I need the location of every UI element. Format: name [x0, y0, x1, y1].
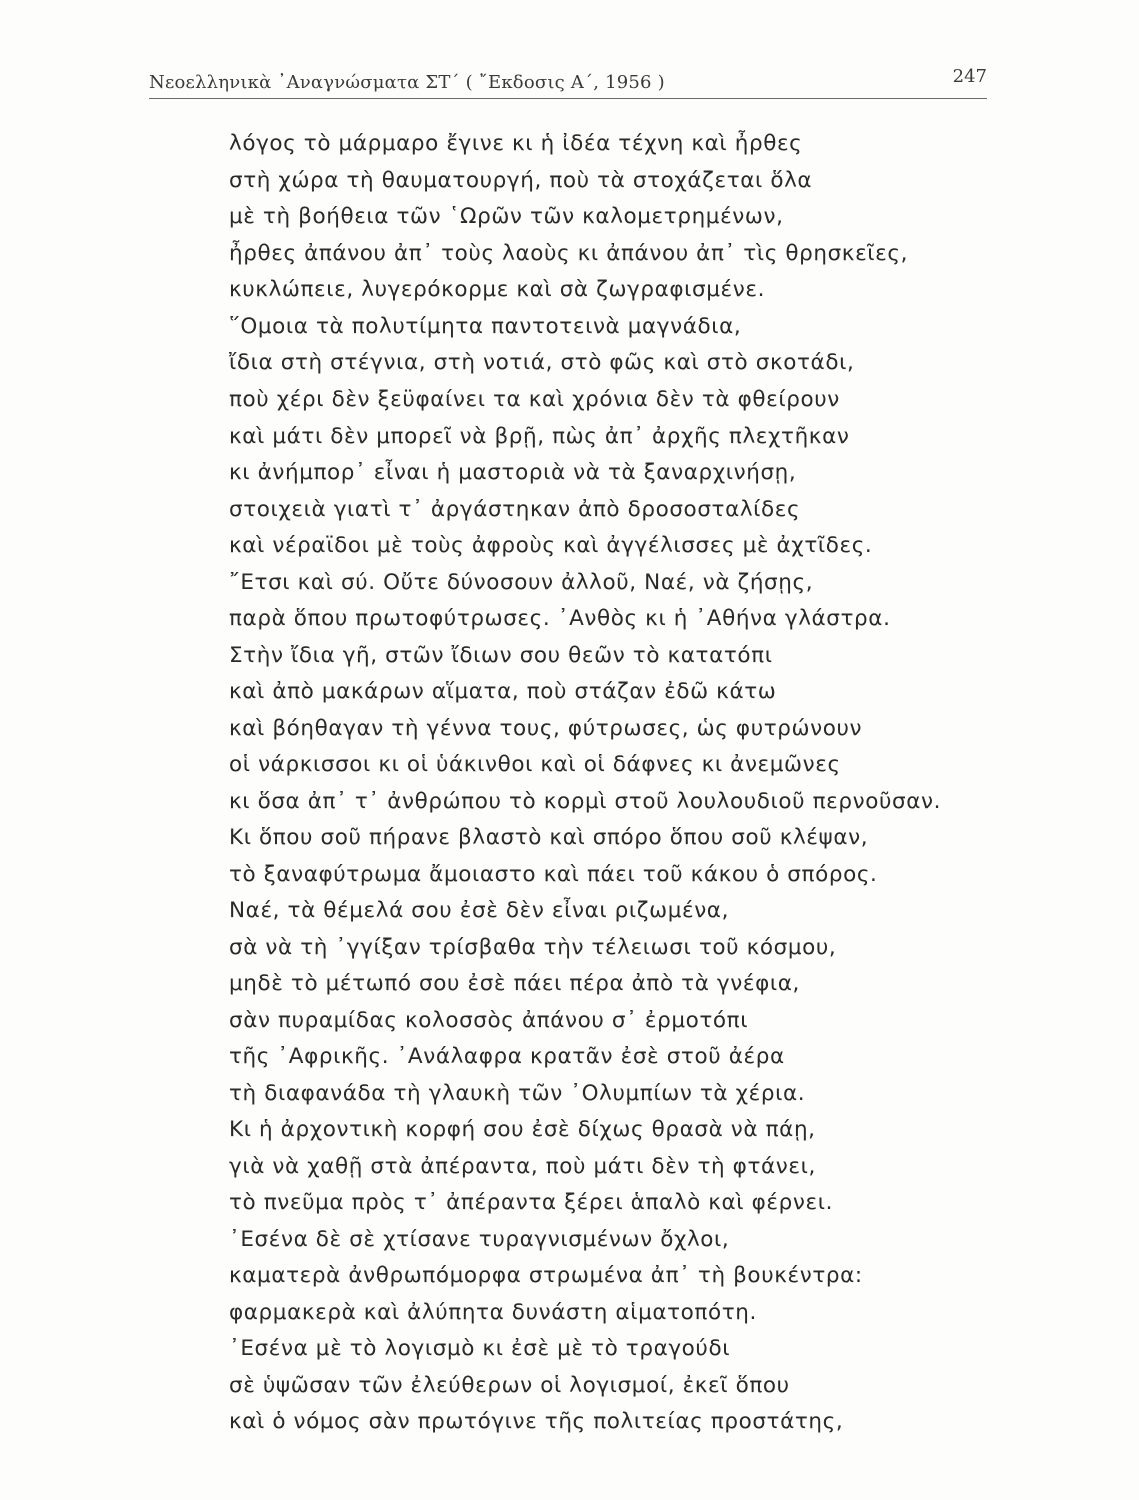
verse-line: Ναέ, τὰ θέμελά σου ἐσὲ δὲν εἶναι ριζωμένα, [229, 898, 730, 923]
verse-line: φαρμακερὰ καὶ ἀλύπητα δυνάστη αἱματοπότη. [229, 1300, 757, 1325]
verse-line: ᾿Εσένα δὲ σὲ χτίσανε τυραγνισμένων ὄχλοι, [229, 1227, 730, 1252]
verse-line: μηδὲ τὸ μέτωπό σου ἐσὲ πάει πέρα ἀπὸ τὰ γνέφια, [229, 971, 800, 996]
verse-line: Κι ὅπου σοῦ πήρανε βλαστὸ καὶ σπόρο ὅπου σοῦ κλέψαν, [229, 825, 869, 850]
verse-line: καὶ νέραϊδοι μὲ τοὺς ἀφροὺς καὶ ἀγγέλισσες μὲ ἀχτῖδες. [229, 533, 873, 558]
verse-line: καὶ ὁ νόμος σὰν πρωτόγινε τῆς πολιτείας προστάτης, [229, 1409, 844, 1434]
verse-line: ᾿Εσένα μὲ τὸ λογισμὸ κι ἐσὲ μὲ τὸ τραγούδι [229, 1336, 731, 1361]
verse-line: ἦρθες ἀπάνου ἀπ᾿ τοὺς λαοὺς κι ἀπάνου ἀπ᾿ τὶς θρησκεῖες, [229, 241, 909, 266]
verse-line: σὰν πυραμίδας κολοσσὸς ἀπάνου σ᾿ ἐρμοτόπι [229, 1008, 749, 1033]
verse-line: οἱ νάρκισσοι κι οἱ ὑάκινθοι καὶ οἱ δάφνες κι ἀνεμῶνες [229, 752, 841, 777]
verse-line: μὲ τὴ βοήθεια τῶν ῾Ωρῶν τῶν καλομετρημένων, [229, 204, 784, 229]
verse-line: στὴ χώρα τὴ θαυματουργή, ποὺ τὰ στοχάζεται ὅλα [229, 168, 813, 193]
verse-line: τὴ διαφανάδα τὴ γλαυκὴ τῶν ᾿Ολυμπίων τὰ χέρια. [229, 1081, 806, 1106]
verse-line: παρὰ ὅπου πρωτοφύτρωσες. ᾿Ανθὸς κι ἡ ᾿Αθήνα γλάστρα. [229, 606, 891, 631]
verse-line: σὰ νὰ τὴ ᾿γγίξαν τρίσβαθα τὴν τέλειωσι τοῦ κόσμου, [229, 935, 837, 960]
verse-line: σὲ ὑψῶσαν τῶν ἐλεύθερων οἱ λογισμοί, ἐκεῖ ὅπου [229, 1373, 790, 1398]
verse-line: ῎Ετσι καὶ σύ. Οὔτε δύνοσουν ἀλλοῦ, Ναέ, νὰ ζήσῃς, [229, 570, 814, 595]
verse-line: Στὴν ἴδια γῆ, στῶν ἴδιων σου θεῶν τὸ κατατόπι [229, 643, 773, 668]
verse-line: καὶ μάτι δὲν μπορεῖ νὰ βρῇ, πὼς ἀπ᾿ ἀρχῆς πλεχτῆκαν [229, 424, 850, 449]
verse-line: Κι ἡ ἀρχοντικὴ κορφή σου ἐσὲ δίχως θρασὰ νὰ πάῃ, [229, 1117, 816, 1142]
verse-line: καματερὰ ἀνθρωπόμορφα στρωμένα ἀπ᾿ τὴ βουκέντρα: [229, 1263, 863, 1288]
verse-line: τῆς ᾿Αφρικῆς. ᾿Ανάλαφρα κρατᾶν ἐσὲ στοῦ ἀέρα [229, 1044, 785, 1069]
header-title: Νεοελληνικὰ ᾿Αναγνώσματα ΣΤ΄ ( ῎Εκδοσις Α΄, 1956 ) [149, 72, 665, 93]
verse-line: καὶ ἀπὸ μακάρων αἵματα, ποὺ στάζαν ἐδῶ κάτω [229, 679, 777, 704]
verse-line: στοιχειὰ γιατὶ τ᾿ ἀργάστηκαν ἀπὸ δροσοσταλίδες [229, 497, 801, 522]
verse-line: λόγος τὸ μάρμαρο ἔγινε κι ἡ ἰδέα τέχνη καὶ ἦρθες [229, 131, 803, 156]
verse-line: κι ἀνήμπορ᾿ εἶναι ἡ μαστοριὰ νὰ τὰ ξαναρχινήσῃ, [229, 460, 797, 485]
verse-line: κι ὅσα ἀπ᾿ τ᾿ ἀνθρώπου τὸ κορμὶ στοῦ λουλουδιοῦ περνοῦσαν. [229, 789, 942, 814]
verse-line: ποὺ χέρι δὲν ξεϋφαίνει τα καὶ χρόνια δὲν τὰ φθείρουν [229, 387, 840, 412]
verse-line: καὶ βόηθαγαν τὴ γέννα τους, φύτρωσες, ὡς φυτρώνουν [229, 716, 863, 741]
verse-line: τὸ πνεῦμα πρὸς τ᾿ ἀπέραντα ξέρει ἁπαλὸ καὶ φέρνει. [229, 1190, 834, 1215]
verse-line: ἴδια στὴ στέγνια, στὴ νοτιά, στὸ φῶς καὶ στὸ σκοτάδι, [229, 350, 855, 375]
verse-line: κυκλώπειε, λυγερόκορμε καὶ σὰ ζωγραφισμένε. [229, 277, 766, 302]
verse-line: γιὰ νὰ χαθῇ στὰ ἀπέραντα, ποὺ μάτι δὲν τὴ φτάνει, [229, 1154, 816, 1179]
verse-line: τὸ ξαναφύτρωμα ἄμοιαστο καὶ πάει τοῦ κάκου ὁ σπόρος. [229, 862, 878, 887]
verse-line: ῞Ομοια τὰ πολυτίμητα παντοτεινὰ μαγνάδια, [229, 314, 742, 339]
page-number: 247 [952, 66, 987, 87]
